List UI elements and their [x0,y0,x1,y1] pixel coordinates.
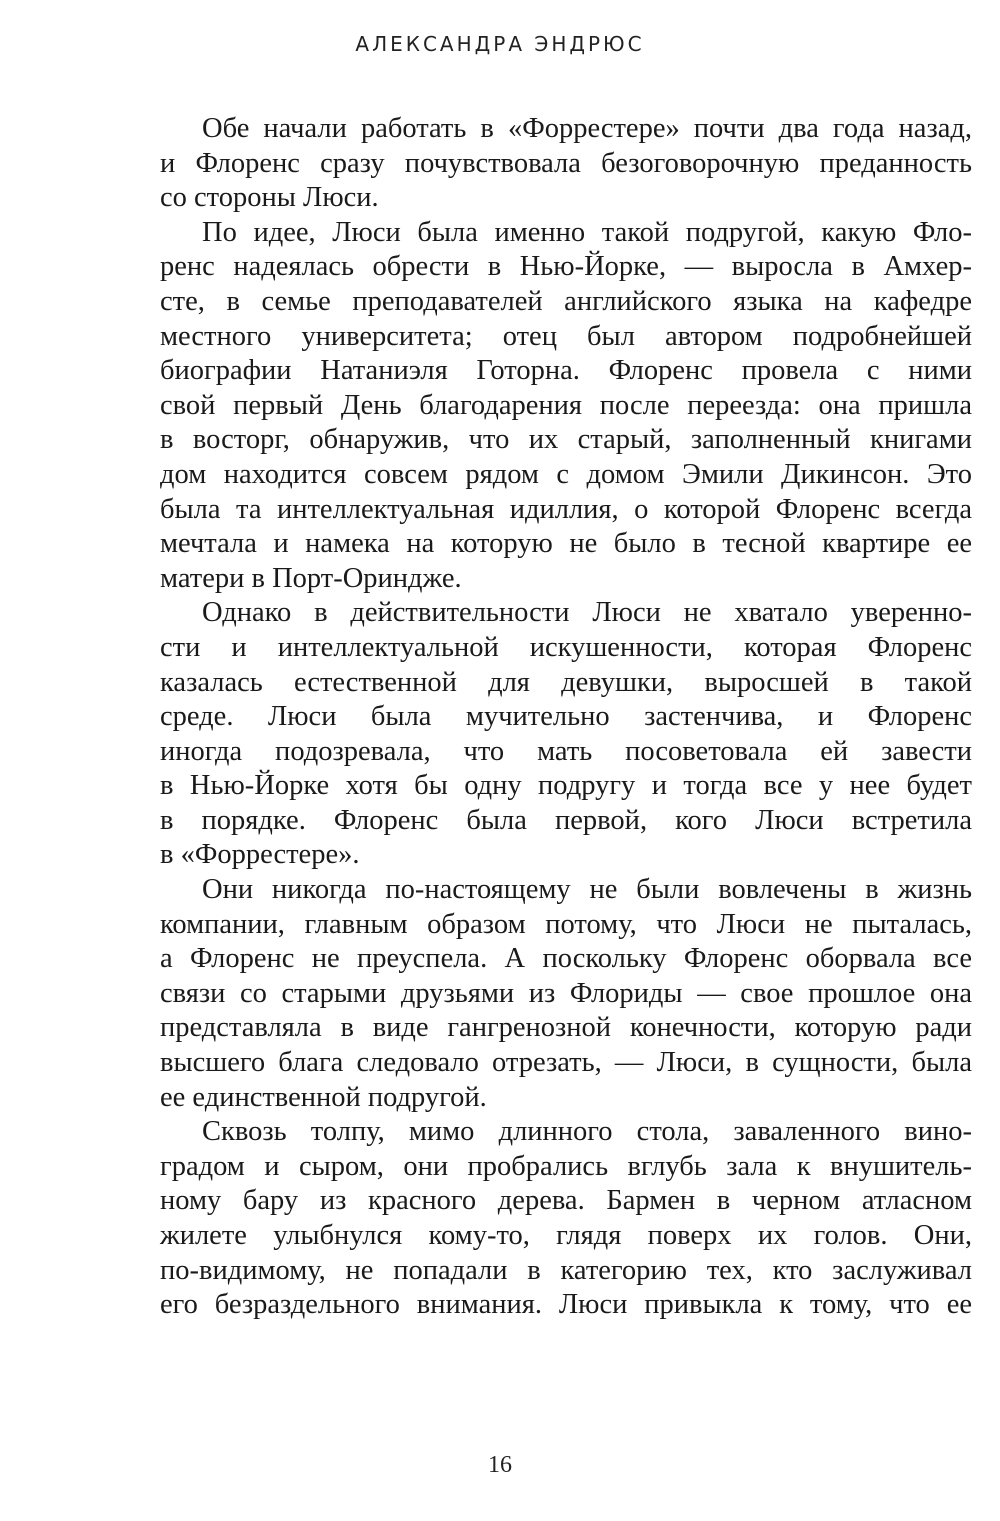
text-line: а Флоренс не преуспела. А поскольку Флоренс оборвала все [160,943,972,975]
text-line: среде. Люси была мучительно застенчива, и Флоренс [160,701,972,733]
text-line: компании, главным образом потому, что Люси не пыталась, [160,908,972,940]
text-line: в восторг, обнаружив, что их старый, заполненный книгами [160,424,972,456]
text-line: представляла в виде гангренозной конечности, которую ради [160,1012,972,1044]
text-line: матери в Порт-Ориндже. [160,562,462,594]
text-line: биографии Натаниэля Готорна. Флоренс провела с ними [160,355,972,387]
text-line: По идее, Люси была именно такой подругой, какую Фло- [202,216,972,248]
text-line: Однако в действительности Люси не хватало уверенно- [202,597,972,629]
text-line: и Флоренс сразу почувствовала безоговорочную преданность [160,147,972,179]
text-line: по-видимому, не попадали в категорию тех, кто заслуживал [160,1254,972,1286]
text-line: сти и интеллектуальной искушенности, которая Флоренс [160,631,972,663]
page-number: 16 [488,1452,512,1478]
text-line: казалась естественной для девушки, выросшей в такой [160,666,972,698]
text-line: иногда подозревала, что мать посоветовала ей завести [160,735,972,767]
text-line: со стороны Люси. [160,182,379,214]
text-line: была та интеллектуальная идиллия, о которой Флоренс всегда [160,493,972,525]
paragraph [160,596,972,873]
text-line: жилете улыбнулся кому-то, глядя поверх их голов. Они, [160,1220,972,1251]
body-text [160,112,972,1323]
text-line: местного университета; отец был автором подробнейшей [160,320,972,352]
text-line: Сквозь толпу, мимо длинного стола, заваленного вино- [202,1116,972,1148]
text-line: сте, в семье преподавателей английского языка на кафедре [160,285,972,317]
paragraph [160,1115,972,1323]
text-line: в «Форрестере». [160,839,360,871]
text-line: градом и сыром, они пробрались вглубь зала к внушитель- [160,1150,972,1182]
text-line: в порядке. Флоренс была первой, кого Люси встретила [160,804,972,836]
paragraph [160,216,972,597]
text-line: свой первый День благодарения после переезда: она пришла [160,389,972,421]
text-line: ее единственной подругой. [160,1081,487,1113]
text-line: высшего блага следовало отрезать, — Люси, в сущности, была [160,1047,972,1079]
text-line: Они никогда по-настоящему не были вовлечены в жизнь [202,874,972,906]
text-line: мечтала и намека на которую не было в тесной квартире ее [160,528,972,560]
running-head: АЛЕКСАНДРА ЭНДРЮС [355,32,645,56]
text-line: его безраздельного внимания. Люси привыкла к тому, что ее [160,1289,972,1321]
text-line: связи со старыми друзьями из Флориды — свое прошлое она [160,977,972,1009]
text-line: ному бару из красного дерева. Бармен в черном атласном [160,1185,972,1217]
text-line: Обе начали работать в «Форрестере» почти два года назад, [202,113,972,144]
paragraph [160,112,972,216]
text-line: дом находится совсем рядом с домом Эмили Дикинсон. Это [160,458,972,490]
paragraph [160,873,972,1115]
text-line: в Нью-Йорке хотя бы одну подругу и тогда все у нее будет [160,770,972,802]
text-line: ренс надеялась обрести в Нью-Йорке, — выросла в Амхер- [160,251,972,283]
